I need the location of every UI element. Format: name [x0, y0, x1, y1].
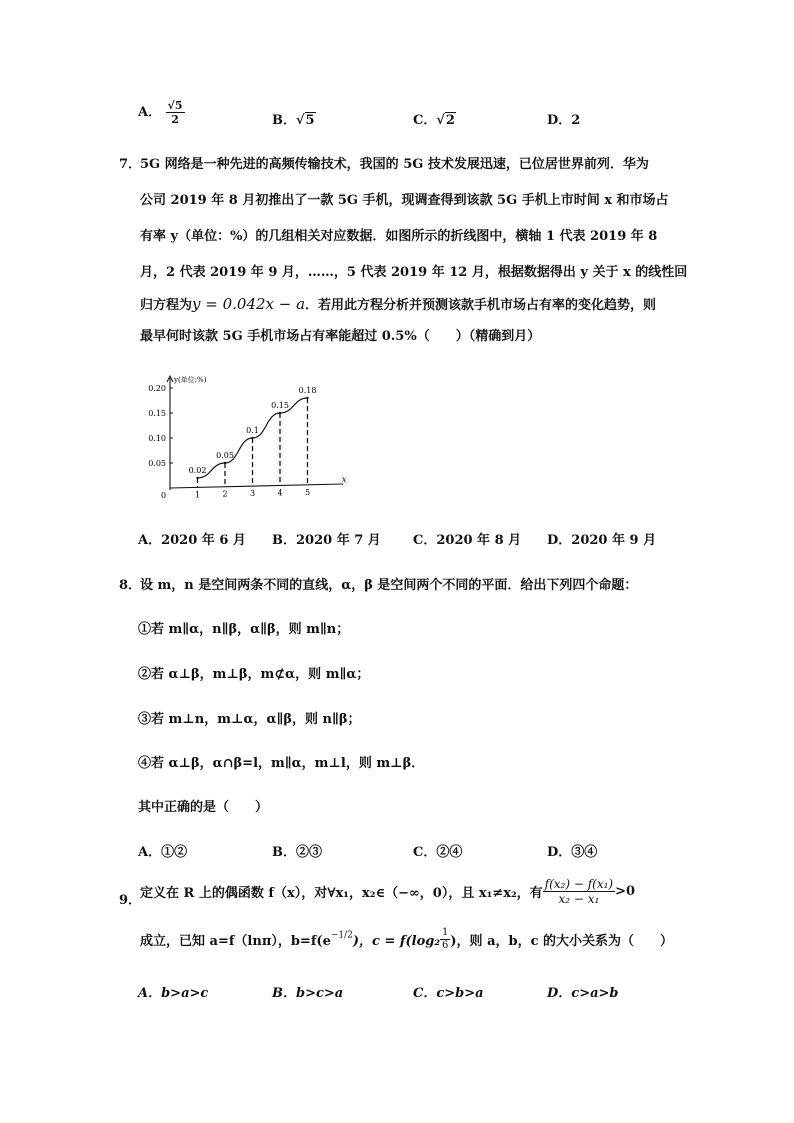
q8-proposition-3: ③若 m⊥n，m⊥α，α∥β，则 n∥β；	[138, 712, 361, 727]
q6-option-d	[547, 109, 580, 128]
q9-option-a: A．b>a>c	[138, 986, 209, 1001]
q7-line-5-suffix: ．若用此方程分析并预测该款手机市场占有率的变化趋势，则	[305, 298, 657, 313]
q8-proposition-1: ①若 m∥α，n∥β，α∥β，则 m∥n；	[138, 622, 350, 637]
q9-line-2	[140, 928, 673, 951]
q6-option-c: C．√2	[413, 113, 455, 128]
q8-option-c: C．②④	[413, 845, 463, 860]
x-tick-label: 5	[304, 487, 311, 497]
q6-option-a-numerator: √5	[167, 99, 183, 112]
q7-number: 7．	[119, 157, 142, 172]
data-label: 0.1	[246, 426, 259, 435]
q7-line-2: 公司 2019 年 8 月初推出了一款 5G 手机，现调查得到该款 5G 手机上市时间 x 和市场占	[140, 193, 669, 208]
q9-line-1-text: 定义在 R 上的偶函数 f（x），对∀x₁，x₂∈（−∞，0），且 x₁≠x₂，有	[140, 886, 543, 901]
q7-line-5	[140, 294, 656, 313]
q7-line-6: 最早何时该款 5G 手机市场占有率能超过 0.5%（ ）（精确到月）	[140, 329, 541, 344]
data-label: 0.15	[271, 401, 289, 410]
q7-line-3: 有率 y（单位：%）的几组相关对应数据．如图所示的折线图中，横轴 1 代表 2019 年 8	[140, 229, 658, 244]
q9-line-2-c: )，则 a，b，c 的大小关系为（ ）	[450, 934, 674, 949]
x-tick-label: 1	[194, 490, 201, 500]
data-label: 0.18	[298, 386, 317, 395]
q6-option-c-radicand: 2	[445, 113, 455, 128]
q9-option-b: B．b>c>a	[272, 986, 344, 1001]
x-axis-label: x	[341, 475, 347, 484]
q7-option-b: B．2020 年 7 月	[272, 533, 381, 548]
q9-log-denominator: 6	[442, 940, 449, 951]
q7-line-5-prefix: 归方程为	[140, 298, 193, 313]
y-axis-label: y(单位:%)	[174, 376, 207, 384]
x-axis	[170, 484, 343, 488]
q9-number: 9．	[119, 893, 142, 908]
origin-label: 0	[161, 491, 167, 500]
q8-proposition-2: ②若 α⊥β，m⊥β，m⊄α，则 m∥α；	[138, 667, 370, 682]
q9-quotient-numerator: f(x₂) − f(x₁)	[544, 877, 614, 891]
q9-line-2-b: )，c = f(log₂	[352, 934, 441, 949]
q9-line-1	[140, 878, 635, 905]
q6-option-a	[138, 100, 185, 125]
q8-stem: 设 m，n 是空间两条不同的直线，α，β 是空间两个不同的平面．给出下列四个命题：	[140, 578, 638, 593]
q7-option-d: D．2020 年 9 月	[547, 533, 657, 548]
q9-difference-quotient	[543, 878, 615, 905]
q9-option-d: D．c>a>b	[547, 986, 619, 1001]
q8-option-b: B．②③	[272, 845, 322, 860]
x-tick-label: 2	[222, 489, 228, 499]
q6-option-d-letter: D．	[547, 113, 572, 128]
q7-regression-equation: y = 0.042x − a	[192, 295, 306, 313]
q9-log-numerator: 1	[442, 927, 449, 938]
q6-option-a-letter: A．	[138, 105, 162, 120]
q7-option-c: C．2020 年 8 月	[413, 533, 522, 548]
y-tick-label: 0.05	[148, 459, 166, 468]
x-tick-label: 4	[277, 488, 283, 498]
q8-proposition-4: ④若 α⊥β，α∩β=l，m∥α，m⊥l，则 m⊥β．	[138, 756, 425, 771]
data-label: 0.02	[188, 466, 207, 475]
q9-option-c: C．c>b>a	[413, 986, 484, 1001]
q9-quotient-denominator: x₂ − x₁	[558, 892, 600, 906]
y-tick-label: 0.20	[148, 384, 166, 393]
q6-option-d-value: 2	[571, 113, 581, 128]
q9-greater-than-zero: >0	[615, 884, 636, 899]
data-label: 0.05	[216, 451, 234, 460]
q6-option-b-letter: B．	[272, 113, 296, 128]
q6-option-a-denominator: 2	[171, 113, 179, 126]
x-tick-label: 3	[249, 489, 256, 499]
q9-log-fraction	[440, 928, 450, 951]
q8-question: 其中正确的是（ ）	[138, 800, 269, 815]
q7-option-a: A．2020 年 6 月	[138, 533, 246, 548]
q6-option-b: B．√5	[272, 113, 315, 128]
q7-line-chart	[140, 370, 350, 505]
q9-line-2-a: 成立，已知 a=f（lnπ），b=f(e	[140, 934, 331, 949]
q9-exponent: −1/2	[330, 930, 353, 941]
q6-option-a-fraction	[166, 100, 185, 125]
q8-number: 8．	[119, 578, 142, 593]
y-tick-label: 0.15	[148, 409, 166, 418]
q7-line-4: 月，2 代表 2019 年 9 月，……，5 代表 2019 年 12 月，根据数据得出 y 关于 x 的线性回	[140, 265, 688, 280]
q8-option-a: A．①②	[138, 845, 188, 860]
q8-option-d: D．③④	[547, 845, 598, 860]
q6-option-c-letter: C．	[413, 113, 437, 128]
q6-option-b-radicand: 5	[305, 113, 315, 128]
y-tick-label: 0.10	[148, 434, 166, 443]
q7-line-1: 5G 网络是一种先进的高频传输技术，我国的 5G 技术发展迅速，已位居世界前列．华为	[140, 157, 649, 172]
